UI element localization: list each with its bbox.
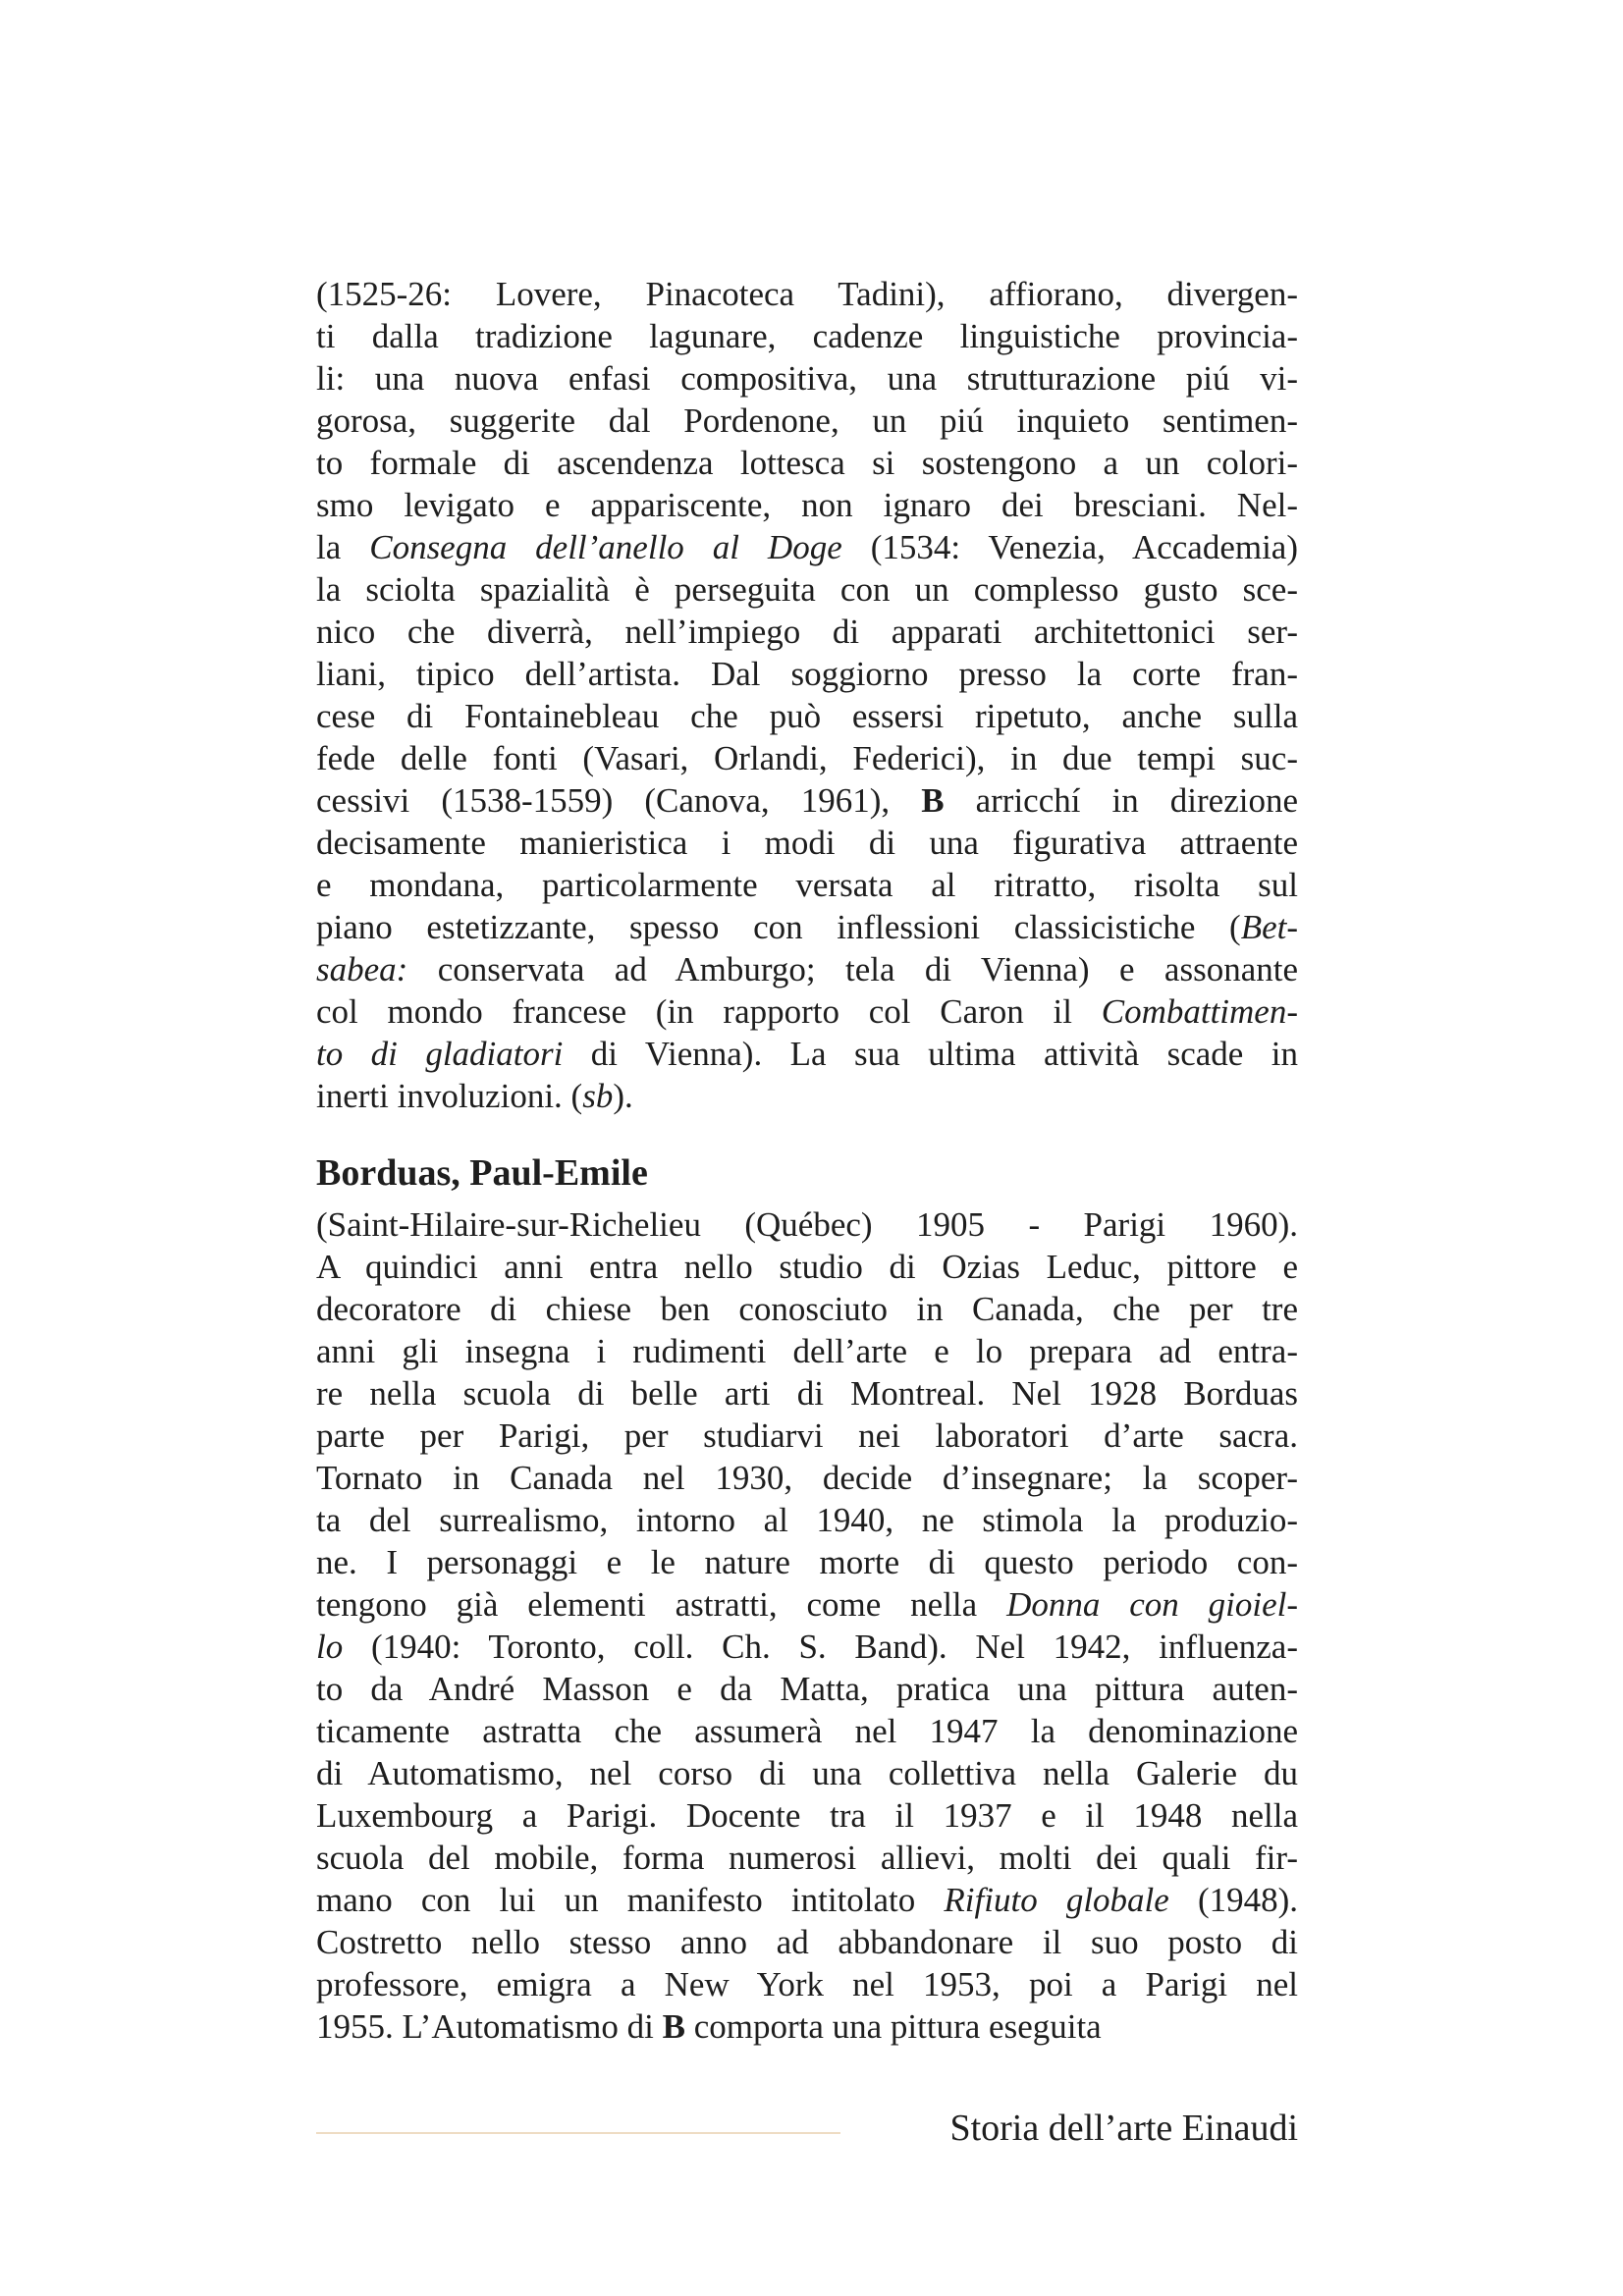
continuation-line: e mondana, particolarmente versata al ritratto, risolta sul xyxy=(316,866,1298,904)
footer-rule xyxy=(316,2132,840,2134)
entry-line: mano con lui un manifesto intitolato Rifiuto globale (1948). xyxy=(316,1881,1299,1919)
entry-line: 1955. L’Automatismo di B comporta una pittura eseguita xyxy=(316,2007,1102,2046)
continuation-line: fede delle fonti (Vasari, Orlandi, Federici), in due tempi suc- xyxy=(316,739,1298,777)
continuation-line: inerti involuzioni. (sb). xyxy=(316,1077,633,1115)
continuation-line: (1525-26: Lovere, Pinacoteca Tadini), affiorano, divergen- xyxy=(316,275,1298,313)
entry-line: professore, emigra a New York nel 1953, poi a Parigi nel xyxy=(316,1965,1298,2003)
entry-paragraph xyxy=(316,1203,1298,2048)
continuation-line: cessivi (1538-1559) (Canova, 1961), B arricchí in direzione xyxy=(316,781,1299,820)
entry-title: Borduas, Paul-Emile xyxy=(316,1152,648,1194)
continuation-paragraph xyxy=(316,273,1298,1117)
continuation-line: gorosa, suggerite dal Pordenone, un piú inquieto sentimen- xyxy=(316,401,1298,440)
entry-line: ta del surrealismo, intorno al 1940, ne stimola la produzio- xyxy=(316,1501,1298,1539)
entry-line: re nella scuola di belle arti di Montreal. Nel 1928 Borduas xyxy=(316,1374,1298,1413)
continuation-line: col mondo francese (in rapporto col Caron il Combattimen- xyxy=(316,992,1298,1031)
entry-line: Luxembourg a Parigi. Docente tra il 1937 e il 1948 nella xyxy=(316,1796,1298,1835)
continuation-line: to formale di ascendenza lottesca si sostengono a un colori- xyxy=(316,444,1298,482)
entry-line: lo (1940: Toronto, coll. Ch. S. Band). Nel 1942, influenza- xyxy=(316,1628,1298,1666)
continuation-line: decisamente manieristica i modi di una figurativa attraente xyxy=(316,824,1298,862)
continuation-line: nico che diverrà, nell’impiego di apparati architettonici ser- xyxy=(316,613,1298,651)
continuation-line: cese di Fontainebleau che può essersi ripetuto, anche sulla xyxy=(316,697,1298,735)
entry-line: tengono già elementi astratti, come nella Donna con gioiel- xyxy=(316,1585,1298,1624)
entry-line: Tornato in Canada nel 1930, decide d’insegnare; la scoper- xyxy=(316,1459,1298,1497)
continuation-line: to di gladiatori di Vienna). La sua ultima attività scade in xyxy=(316,1035,1299,1073)
continuation-line: smo levigato e appariscente, non ignaro dei bresciani. Nel- xyxy=(316,486,1298,524)
entry-line: to da André Masson e da Matta, pratica una pittura auten- xyxy=(316,1670,1298,1708)
continuation-line: ti dalla tradizione lagunare, cadenze linguistiche provincia- xyxy=(316,317,1298,355)
continuation-line: sabea: conservata ad Amburgo; tela di Vienna) e assonante xyxy=(316,950,1298,988)
entry-line: Costretto nello stesso anno ad abbandonare il suo posto di xyxy=(316,1923,1298,1961)
continuation-line: piano estetizzante, spesso con inflessioni classicistiche (Bet- xyxy=(316,908,1298,946)
entry-line: scuola del mobile, forma numerosi allievi, molti dei quali fir- xyxy=(316,1839,1298,1877)
continuation-line: liani, tipico dell’artista. Dal soggiorno presso la corte fran- xyxy=(316,655,1298,693)
entry-line: anni gli insegna i rudimenti dell’arte e lo prepara ad entra- xyxy=(316,1332,1298,1370)
continuation-line: li: una nuova enfasi compositiva, una strutturazione piú vi- xyxy=(316,359,1298,398)
entry-line: decoratore di chiese ben conosciuto in Canada, che per tre xyxy=(316,1290,1298,1328)
entry-line: (Saint-Hilaire-sur-Richelieu (Québec) 1905 - Parigi 1960). xyxy=(316,1205,1298,1244)
entry-line: di Automatismo, nel corso di una collettiva nella Galerie du xyxy=(316,1754,1298,1792)
continuation-line: la sciolta spazialità è perseguita con un complesso gusto sce- xyxy=(316,570,1298,609)
entry-line: A quindici anni entra nello studio di Ozias Leduc, pittore e xyxy=(316,1248,1298,1286)
entry-line: parte per Parigi, per studiarvi nei laboratori d’arte sacra. xyxy=(316,1416,1298,1455)
footer-publisher-title: Storia dell’arte Einaudi xyxy=(949,2108,1298,2149)
text-column xyxy=(316,273,1298,2048)
entry-line: ticamente astratta che assumerà nel 1947 la denominazione xyxy=(316,1712,1298,1750)
continuation-line: la Consegna dell’anello al Doge (1534: Venezia, Accademia) xyxy=(316,528,1298,566)
entry-line: ne. I personaggi e le nature morte di questo periodo con- xyxy=(316,1543,1298,1581)
